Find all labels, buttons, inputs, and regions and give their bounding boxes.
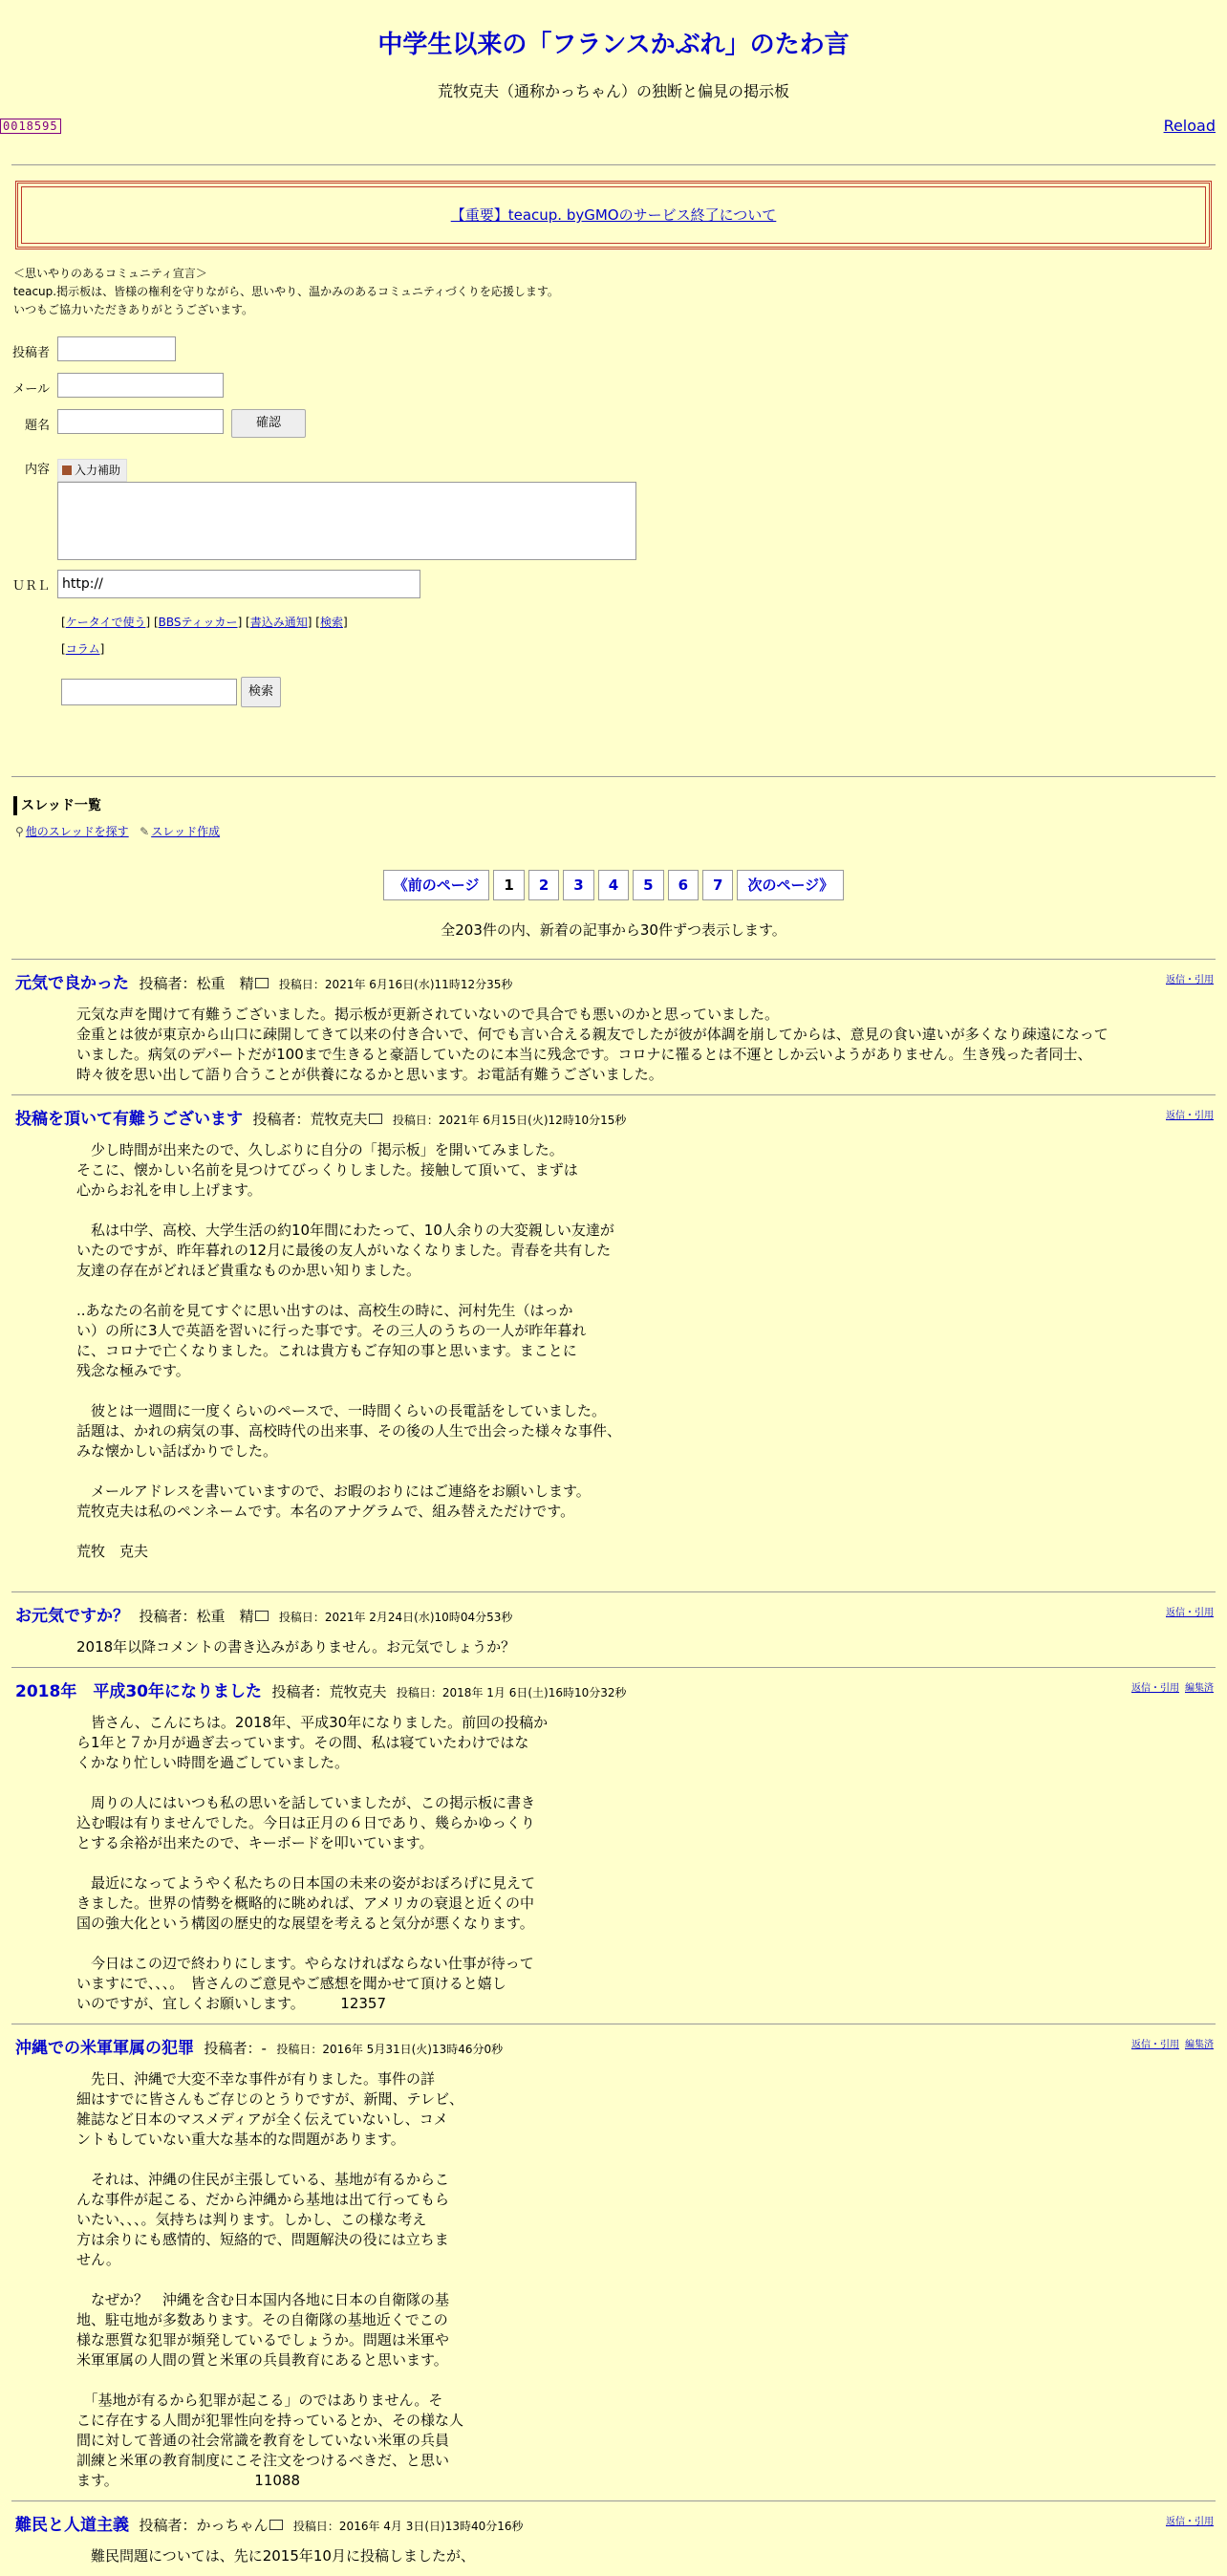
url-input[interactable] bbox=[57, 570, 420, 598]
post-author: 投稿者：松重 精 bbox=[139, 1608, 254, 1625]
lock-icon bbox=[62, 465, 72, 475]
post-date: 投稿日：2018年 1月 6日(土)16時10分32秒 bbox=[396, 1686, 627, 1699]
edit-link[interactable]: 編集済 bbox=[1185, 1683, 1214, 1694]
post-body: 皆さん、こんにちは。2018年、平成30年になりました。前回の投稿か ら1年と７か月が過ぎ去っています。その間、私は寝ていたわけではな くかなり忙しい時間を過ごしていました。 周りの人にはいつも私の思いを話していましたが、この掲示板に書き 込む暇は有りませんでした。今日は正月の６日であり、幾らかゆっくり とする余裕が出来たので、キーボードを叩いています。 最近になってようやく私たちの日本国の未来の姿がおぼろげに見えて きました。世界の情勢を概略的に眺めれば、アメリカの衰退と近くの中 国の強大化という構図の歴史的な展望を考えると気分が悪くなります。 今日はこの辺で終わりにします。やらなければならない仕事が待って いますにで、、、。 皆さんのご意見やご感想を聞かせて頂けると嬉し いのですが、宜しくお願いします。 12357 bbox=[76, 1714, 549, 2012]
divider bbox=[11, 776, 1216, 777]
page-2[interactable]: 2 bbox=[528, 870, 559, 900]
mail-input[interactable] bbox=[57, 373, 224, 398]
page-6[interactable]: 6 bbox=[668, 870, 699, 900]
reply-quote-link[interactable]: 返信・引用 bbox=[1166, 1608, 1214, 1618]
top-row bbox=[0, 115, 1227, 141]
edit-link[interactable]: 編集済 bbox=[1185, 2040, 1214, 2050]
page-4[interactable]: 4 bbox=[598, 870, 629, 900]
post-title: 投稿を頂いて有難うございます bbox=[15, 1110, 243, 1129]
page-1: 1 bbox=[493, 870, 524, 900]
post-date: 投稿日：2021年 2月24日(水)10時04分53秒 bbox=[278, 1611, 513, 1624]
post bbox=[11, 1667, 1216, 2024]
post-title: お元気ですか？ bbox=[15, 1607, 129, 1626]
post-date: 投稿日：2021年 6月15日(火)12時10分15秒 bbox=[392, 1114, 627, 1127]
divider bbox=[11, 164, 1216, 165]
prev-page-button[interactable]: 《前のページ bbox=[383, 870, 490, 900]
confirm-button[interactable]: 確認 bbox=[231, 409, 306, 438]
page-title: 中学生以来の「フランスかぶれ」のたわ言 bbox=[377, 31, 850, 59]
post-date: 投稿日：2016年 4月 3日(日)13時40分16秒 bbox=[292, 2520, 524, 2533]
mail-icon[interactable] bbox=[255, 1611, 269, 1621]
post-tools bbox=[1160, 2513, 1214, 2527]
mobile-link[interactable]: ケータイで使う bbox=[65, 616, 146, 629]
post-body: 2018年以降コメントの書き込みがありません。お元気でしょうか？ bbox=[76, 1638, 516, 1656]
post bbox=[11, 959, 1216, 1094]
reply-quote-link[interactable]: 返信・引用 bbox=[1131, 1683, 1179, 1694]
post-body: 少し時間が出来たので、久しぶりに自分の「掲示板」を開いてみました。 そこに、懐かしい名前を見つけてびっくりしました。接触して頂いて、まずは 心からお礼を申し上げます。 私は中学、高校、大学生活の約10年間にわたって、10人余りの大変親しい友達が いたのですが、昨年暮れの12月に最後の友人がいなくなりました。青春を共有した 友達の存在がどれほど貴重なものか思い知りました。 ..あなたの名前を見てすぐに思い出すのは、高校生の時に、河村先生（はっか い）の所に3人で英語を習いに行った事です。その三人のうちの一人が昨年暮れ に、コロナで亡くなりました。これは貴方もご存知の事と思います。まことに 残念な極みです。 彼とは一週間に一度くらいのペースで、一時間くらいの長電話をしていました。 話題は、かれの病気の事、高校時代の出来事、その後の人生で出会った様々な事件、 みな懐かしい話ばかりでした。 メールアドレスを書いていますので、お暇のおりにはご連絡をお願いします。 荒牧克夫は私のペンネームです。本名のアナグラムで、組み替えただけです。 荒牧 克夫 bbox=[76, 1141, 622, 1560]
search-button[interactable]: 検索 bbox=[241, 677, 281, 707]
post-tools bbox=[1160, 971, 1214, 985]
declaration-text: teacup.掲示板は、皆様の権利を守りながら、思いやり、温かみのあるコミュニティづくりを応援します。 bbox=[13, 285, 559, 298]
bbs-ticker-link[interactable]: BBSティッカー bbox=[158, 616, 238, 629]
column-link[interactable]: コラム bbox=[65, 642, 100, 656]
declaration-thanks: いつもご協力いただきありがとうございます。 bbox=[13, 303, 254, 316]
reply-quote-link[interactable]: 返信・引用 bbox=[1166, 2517, 1214, 2527]
content-textarea[interactable] bbox=[57, 482, 636, 560]
mail-label: メール bbox=[12, 382, 50, 397]
post-body: 難民問題については、先に2015年10月に投稿しましたが、 bbox=[76, 2547, 475, 2565]
search-link[interactable]: 検索 bbox=[319, 616, 343, 629]
post-body: 先日、沖縄で大変不幸な事件が有りました。事件の詳 細はすでに皆さんもご存じのとうりですが、新聞、テレビ、 雑誌など日本のマスメディアが全く伝えていないし、コメ ントもしていない重大な基本的な問題があります。 それは、沖縄の住民が主張している、基地が有るからこ んな事件が起こる、だから沖縄から基地は出て行ってもら いたい、、、。気持ちは判ります。しかし、この様な考え 方は余りにも感情的、短絡的で、問題解決の役には立ちま せん。 なぜか？ 沖縄を含む日本国内各地に日本の自衛隊の基 地、駐屯地が多数あります。その自衛隊の基地近くでこの 様な悪質な犯罪が頻発しているでしょうか。問題は米軍や 米軍軍属の人間の質と米軍の兵員教育にあると思います。 「基地が有るから犯罪が起こる」のではありません。そ こに存在する人間が犯罪性向を持っているとか、その様な人 間に対して普通の社会常識を教育をしていない米軍の兵員 訓練と米軍の教育制度にこそ注文をつけるべきだ、と思い ます。 11088 bbox=[76, 2070, 464, 2489]
find-threads-link[interactable]: 他のスレッドを探す bbox=[25, 825, 129, 838]
post-tools bbox=[1126, 1679, 1214, 1694]
form-links-row-2: [コラム] bbox=[61, 642, 105, 656]
page-7[interactable]: 7 bbox=[702, 870, 733, 900]
mail-icon[interactable] bbox=[255, 978, 269, 988]
post-body: 元気な声を聞けて有難うございました。掲示板が更新されていないので具合でも悪いのかと思っていました。 金重とは彼が東京から山口に疎開してきて以来の付き合いで、何でも言い合える親友でしたが彼が体調を崩してからは、意見の食い違いが多くなり疎遠になって いました。病気のデパートだが100まで生きると豪語していたのに本当に残念です。コロナに罹るとは不運としか云いようがありません。生き残った者同士、 時々彼を思い出して語り合うことが供養になるかと思います。お電話有難うございました。 bbox=[76, 1006, 1109, 1083]
post-title: 元気で良かった bbox=[15, 974, 129, 993]
post-title: 2018年 平成30年になりました bbox=[15, 1682, 262, 1701]
post bbox=[11, 2024, 1216, 2500]
notice-box bbox=[15, 181, 1212, 249]
create-thread-link[interactable]: スレッド作成 bbox=[151, 825, 221, 838]
notice-link[interactable]: 【重要】teacup. byGMOのサービス終了について bbox=[450, 206, 777, 224]
post bbox=[11, 1094, 1216, 1591]
mail-icon[interactable] bbox=[369, 1114, 382, 1124]
url-label: ＵＲＬ bbox=[11, 579, 50, 594]
input-assist-button[interactable] bbox=[57, 459, 127, 482]
post-notification-link[interactable]: 書込み通知 bbox=[249, 616, 308, 629]
post-date: 投稿日：2021年 6月16日(水)11時12分35秒 bbox=[278, 978, 513, 991]
post bbox=[11, 1591, 1216, 1667]
post-author: 投稿者：- bbox=[204, 2040, 267, 2057]
post-tools bbox=[1126, 2036, 1214, 2050]
post bbox=[11, 2500, 1216, 2576]
post-tools bbox=[1160, 1604, 1214, 1618]
post-count-info: 全203件の内、新着の記事から30件ずつ表示します。 bbox=[441, 921, 786, 939]
reply-quote-link[interactable]: 返信・引用 bbox=[1166, 975, 1214, 985]
input-assist-label: 入力補助 bbox=[75, 464, 121, 477]
reload-link[interactable]: Reload bbox=[1163, 117, 1216, 135]
page-3[interactable]: 3 bbox=[563, 870, 593, 900]
author-label: 投稿者 bbox=[11, 346, 50, 360]
post-author: 投稿者：荒牧克夫 bbox=[271, 1683, 387, 1700]
pagination bbox=[0, 870, 1227, 900]
community-declaration bbox=[13, 265, 1227, 319]
subject-label: 題名 bbox=[24, 419, 50, 433]
page-5[interactable]: 5 bbox=[633, 870, 663, 900]
thread-links bbox=[15, 823, 1227, 839]
post-author: 投稿者：荒牧克夫 bbox=[252, 1111, 368, 1128]
reply-quote-link[interactable]: 返信・引用 bbox=[1166, 1111, 1214, 1121]
reply-quote-link[interactable]: 返信・引用 bbox=[1131, 2040, 1179, 2050]
post-form bbox=[11, 336, 1227, 776]
post-author: 投稿者：かっちゃん bbox=[139, 2517, 269, 2534]
thread-list-heading: スレッド一覧 bbox=[13, 796, 1227, 815]
post-title: 難民と人道主義 bbox=[15, 2516, 129, 2535]
post-list bbox=[0, 959, 1227, 2576]
page-subtitle: 荒牧克夫（通称かっちゃん）の独断と偏見の掲示板 bbox=[437, 82, 789, 100]
declaration-heading: ＜思いやりのあるコミュニティ宣言＞ bbox=[13, 267, 207, 280]
post-date: 投稿日：2016年 5月31日(火)13時46分0秒 bbox=[276, 2043, 504, 2056]
magnifier-icon: ⚲ bbox=[15, 825, 24, 838]
mail-icon[interactable] bbox=[269, 2520, 283, 2530]
access-counter: 0018595 bbox=[0, 119, 61, 134]
post-title: 沖縄での米軍軍属の犯罪 bbox=[15, 2039, 194, 2058]
post-tools bbox=[1160, 1107, 1214, 1121]
subject-input[interactable] bbox=[57, 409, 224, 434]
content-label: 内容 bbox=[24, 463, 50, 477]
post-author: 投稿者：松重 精 bbox=[139, 975, 254, 992]
search-input[interactable] bbox=[61, 679, 237, 705]
pencil-icon: ✎ bbox=[140, 825, 150, 838]
form-links-row-1: [ケータイで使う] [BBSティッカー] [書込み通知] [検索] bbox=[61, 616, 348, 629]
next-page-button[interactable]: 次のページ》 bbox=[737, 870, 844, 900]
author-input[interactable] bbox=[57, 336, 176, 361]
